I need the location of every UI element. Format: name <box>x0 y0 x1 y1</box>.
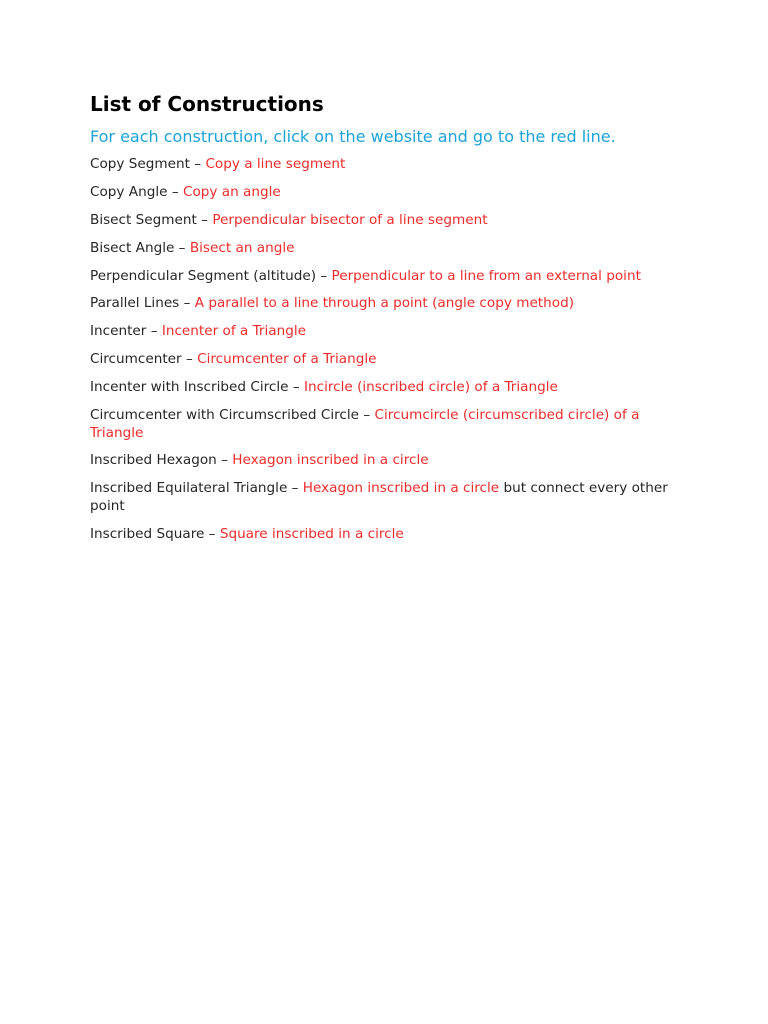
list-item <box>90 452 688 470</box>
construction-link[interactable]: A parallel to a line through a point (angle copy method) <box>194 295 575 312</box>
construction-link[interactable]: Copy an angle <box>182 183 281 200</box>
list-item <box>90 351 688 369</box>
constructions-list <box>90 156 688 543</box>
construction-link[interactable]: Square inscribed in a circle <box>219 525 404 542</box>
construction-link[interactable]: Circumcircle (circumscribed circle) of a Triangle <box>90 407 640 441</box>
list-item <box>90 480 688 515</box>
dash: – <box>287 480 303 497</box>
construction-name: Circumcenter <box>90 351 182 368</box>
dash: – <box>174 239 190 256</box>
list-item <box>90 156 688 174</box>
list-item <box>90 407 688 442</box>
dash: – <box>146 323 162 340</box>
construction-link[interactable]: Hexagon inscribed in a circle <box>232 452 429 469</box>
list-item <box>90 526 688 544</box>
construction-name: Incenter with Inscribed Circle <box>90 379 289 396</box>
construction-link[interactable]: Incircle (inscribed circle) of a Triangle <box>303 379 558 396</box>
construction-link[interactable]: Copy a line segment <box>205 156 346 172</box>
construction-link[interactable]: Circumcenter of a Triangle <box>197 351 377 368</box>
construction-name: Copy Angle <box>90 183 168 200</box>
construction-link[interactable]: Perpendicular bisector of a line segment <box>212 211 488 228</box>
instructions-subtitle: For each construction, click on the website and go to the red line. <box>90 127 616 146</box>
list-item <box>90 323 688 341</box>
construction-name: Parallel Lines <box>90 295 180 312</box>
dash: – <box>181 351 198 368</box>
dash: – <box>288 379 304 396</box>
construction-name: Inscribed Hexagon <box>90 452 217 469</box>
construction-name: Perpendicular Segment (altitude) <box>90 267 317 284</box>
list-item <box>90 379 688 397</box>
construction-link[interactable]: Perpendicular to a line from an external point <box>331 267 641 284</box>
list-item <box>90 295 688 313</box>
construction-name: Inscribed Square <box>90 525 205 542</box>
page-title: List of Constructions <box>90 92 324 116</box>
dash: – <box>196 211 213 228</box>
dash: – <box>316 267 332 284</box>
dash: – <box>189 156 206 172</box>
dash: – <box>359 407 375 424</box>
list-item <box>90 268 688 286</box>
dash: – <box>179 295 195 312</box>
construction-name: Bisect Angle <box>90 239 175 256</box>
construction-name: Inscribed Equilateral Triangle <box>90 480 288 497</box>
construction-note: but connect every other point <box>90 480 668 514</box>
construction-link[interactable]: Incenter of a Triangle <box>161 323 306 340</box>
dash: – <box>204 525 220 542</box>
list-item <box>90 240 688 258</box>
list-item <box>90 184 688 202</box>
construction-name: Incenter <box>90 323 147 340</box>
dash: – <box>216 452 233 469</box>
list-item <box>90 212 688 230</box>
construction-name: Copy Segment <box>90 156 190 172</box>
construction-link[interactable]: Bisect an angle <box>189 239 295 256</box>
construction-link[interactable]: Hexagon inscribed in a circle <box>302 480 500 497</box>
construction-name: Bisect Segment <box>90 211 197 228</box>
dash: – <box>167 183 183 200</box>
construction-name: Circumcenter with Circumscribed Circle <box>90 407 360 424</box>
